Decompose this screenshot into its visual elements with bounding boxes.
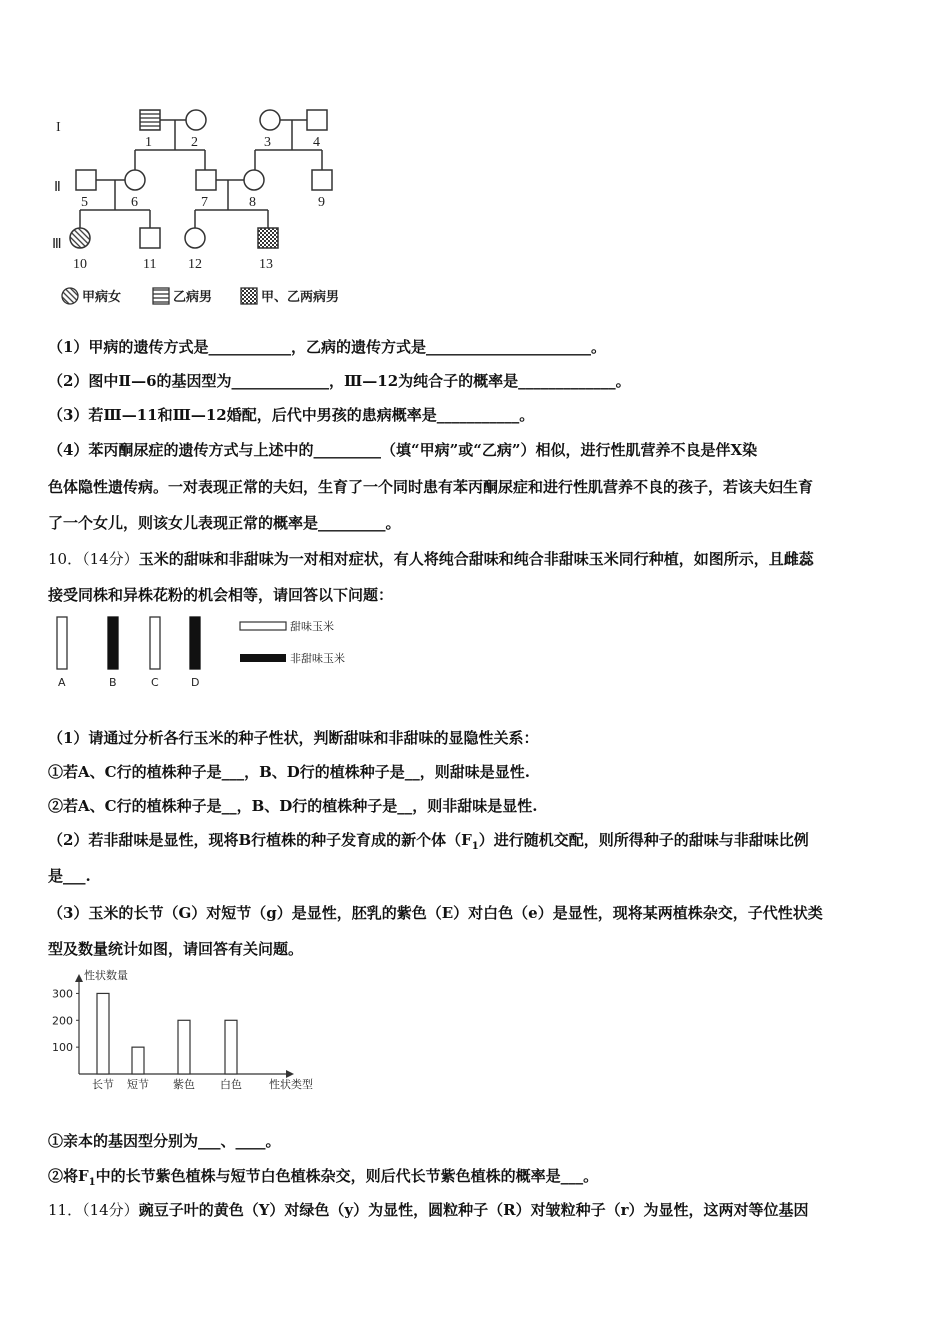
individual-5 [76,170,96,190]
q10-part1: （1）请通过分析各行玉米的种子性状，判断甜味和非甜味的显隐性关系： [48,729,539,747]
legend-sweet-swatch [240,622,286,630]
q9-part4-line1: （4）苯丙酮尿症的遗传方式与上述中的_________（填“甲病”或“乙病”）相似，进行性肌营养不良是伴X染 [48,441,758,459]
num-11: 11 [143,257,157,272]
legend-sweet-label: 甜味玉米 [290,620,334,633]
q9-part3: （3）若Ⅲ—11和Ⅲ—12婚配，后代中男孩的患病概率是___________。 [48,406,535,424]
q10-part2-sub: 1 [471,841,479,852]
q10-part1-option1: ①若A、C行的植株种子是___，B、D行的植株种子是__，则甜味是显性. [48,763,530,781]
legend-nonsweet-label: 非甜味玉米 [290,652,345,665]
q10-part3-line2: 型及数量统计如图，请回答有关问题。 [48,940,304,958]
individual-11 [140,228,160,248]
row-label-b: B [109,676,117,689]
num-9: 9 [318,195,325,210]
num-10: 10 [73,257,87,272]
q10-part3-q2-sub: 1 [88,1177,96,1188]
x-axis-label: 性状类型 [269,1078,313,1091]
row-label-d: D [191,676,200,689]
category-label-4: 白色 [220,1078,242,1091]
y-tick-label: 100 [52,1041,73,1055]
num-5: 5 [81,195,88,210]
individual-12 [185,228,205,248]
num-12: 12 [188,257,202,272]
legend-both-male: 甲、乙两病男 [261,290,340,305]
num-3: 3 [264,135,271,150]
individual-6 [125,170,145,190]
row-b [108,617,118,669]
num-8: 8 [249,195,256,210]
trait-bar-chart [0,966,340,1096]
y-tick-label: 300 [52,987,73,1001]
row-a [57,617,67,669]
q11-score: （14分） [82,1201,139,1219]
individual-1 [140,110,160,130]
q11-number: 11． [48,1201,83,1219]
gen-label-2: Ⅱ [54,180,61,195]
individual-9 [312,170,332,190]
num-6: 6 [131,195,138,210]
q10-number: 10． [48,550,83,568]
q10-stem-line1 [48,548,814,569]
y-tick-label: 200 [52,1014,73,1028]
legend-jia-female-icon [62,288,78,304]
individual-8 [244,170,264,190]
num-13: 13 [259,257,273,272]
individual-13 [258,228,278,248]
q9-part4-line2: 色体隐性遗传病。一对表现正常的夫妇，生育了一个同时患有苯丙酮尿症和进行性肌营养不良的孩子，若该夫妇生育 [48,478,814,496]
y-axis-label: 性状数量 [84,969,128,982]
row-d [190,617,200,669]
x-axis-arrow-icon [286,1070,294,1078]
gen-label-1: I [56,120,61,135]
q10-part2-line2: 是___. [48,867,91,885]
q9-part4-line3: 了一个女儿，则该女儿表现正常的概率是_________。 [48,514,401,532]
category-label-2: 短节 [127,1078,149,1091]
num-4: 4 [313,135,320,150]
legend-both-male-icon [241,288,257,304]
q10-part1-option2: ②若A、C行的植株种子是__，B、D行的植株种子是__，则非甜味是显性. [48,797,538,815]
q10-stem-a: 玉米的甜味和非甜味为一对相对症状，有人将纯合甜味和纯合非甜味玉米同行种植，如图所示，且雌蕊 [138,550,814,568]
q10-part3-q2 [48,1165,598,1188]
individual-4 [307,110,327,130]
num-1: 1 [145,135,152,150]
q10-part2-a: （2）若非甜味是显性，现将B行植株的种子发育成的新个体（F [48,831,472,849]
planting-rows-figure [0,610,400,700]
individual-3 [260,110,280,130]
legend-jia-female: 甲病女 [82,290,122,305]
q9-part2: （2）图中Ⅱ—6的基因型为_____________，Ⅲ—12为纯合子的概率是_____________。 [48,372,631,390]
bar-2 [132,1047,144,1074]
q10-part3-q1: ①亲本的基因型分别为___、____。 [48,1132,281,1150]
q10-part2-line1 [48,829,809,852]
q10-score: （14分） [82,550,139,568]
bar-1 [97,993,109,1074]
q10-stem-line2: 接受同株和异株花粉的机会相等，请回答以下问题： [48,586,394,604]
num-2: 2 [191,135,198,150]
y-axis-arrow-icon [75,974,83,982]
individual-2 [186,110,206,130]
q10-part3-q2-b: 中的长节紫色植株与短节白色植株杂交，则后代长节紫色植株的概率是___。 [95,1167,599,1185]
bar-3 [178,1020,190,1074]
q10-part3-line1: （3）玉米的长节（G）对短节（g）是显性，胚乳的紫色（E）对白色（e）是显性，现将某两植株杂交，子代性状类 [48,904,823,922]
gen-label-3: Ⅲ [52,237,62,252]
q10-part3-q2-a: ②将F [48,1167,89,1185]
legend-yi-male-icon [153,288,169,304]
q11-stem [48,1199,809,1220]
individual-7 [196,170,216,190]
bar-4 [225,1020,237,1074]
individual-10 [70,228,90,248]
row-c [150,617,160,669]
pedigree-chart [0,0,950,320]
num-7: 7 [201,195,208,210]
category-label-1: 长节 [92,1078,114,1091]
row-label-a: A [58,676,66,689]
row-label-c: C [151,676,159,689]
legend-nonsweet-swatch [240,654,286,662]
q9-part1: （1）甲病的遗传方式是___________，乙病的遗传方式是______________________。 [48,338,606,356]
q10-part2-end: ）进行随机交配，则所得种子的甜味与非甜味比例 [478,831,809,849]
category-label-3: 紫色 [173,1078,195,1091]
q11-stem-text: 豌豆子叶的黄色（Y）对绿色（y）为显性，圆粒种子（R）对皱粒种子（r）为显性，这两对等位基因 [138,1201,809,1219]
legend-yi-male: 乙病男 [173,290,213,305]
